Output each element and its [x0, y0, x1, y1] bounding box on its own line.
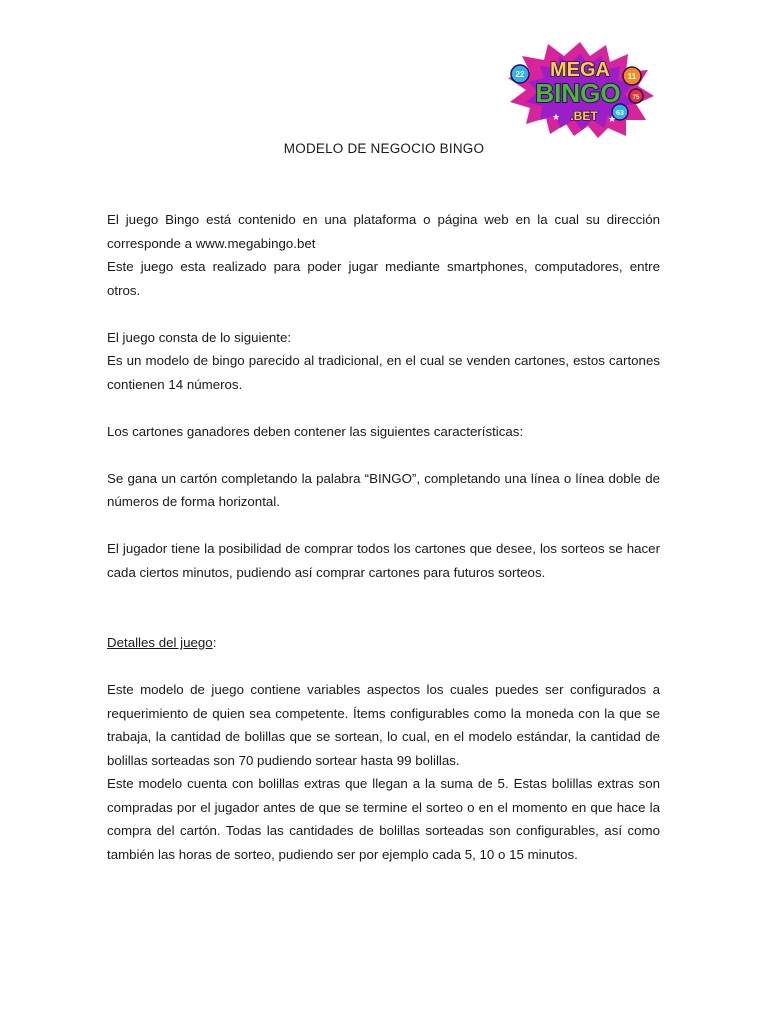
paragraph-extra-balls: Este modelo cuenta con bolillas extras que llegan a la suma de 5. Estas bolillas extras son compradas por el jugador antes de que se termine el sorteo o en el momento en que hace la compra del cartón. Todas las cantidades de bolillas sorteadas son configurables, así como también las horas de sorteo, pudiendo ser por ejemplo cada 5, 10 o 15 minutos.: [107, 776, 660, 862]
logo-graphic: [504, 40, 656, 138]
ball-63-label: 63: [616, 110, 624, 117]
logo-word-mega: MEGA: [550, 59, 610, 81]
logo-word-bet: .BET: [570, 109, 598, 123]
ball-11-label: 11: [627, 72, 637, 81]
logo-word-bingo: BINGO: [535, 78, 621, 108]
paragraph-winning-cards: Los cartones ganadores deben contener las siguientes características:: [107, 423, 524, 439]
paragraph-consists-intro: El juego consta de lo siguiente:: [107, 329, 292, 345]
star-icon: ★: [552, 112, 561, 122]
section-heading-text: Detalles del juego: [107, 635, 213, 650]
paragraph-devices: Este juego esta realizado para poder jugar mediante smartphones, computadores, entre otros.: [107, 259, 660, 298]
paragraph-buy-cards: El jugador tiene la posibilidad de comprar todos los cartones que desee, los sorteos se hacer cada ciertos minutos, pudiendo así comprar cartones para futuros sorteos.: [107, 541, 660, 580]
section-heading: [107, 631, 660, 655]
ball-22-label: 22: [515, 70, 525, 79]
document-body: [107, 208, 660, 866]
section-heading-colon: :: [212, 635, 217, 650]
paragraph-configurable: Este modelo de juego contiene variables aspectos los cuales puedes ser configurados a requerimiento de quien sea competente. Ítems configurables como la moneda con la que se trabaja, la cantidad de bolillas que se sortean, lo cual, en el modelo estándar, la cantidad de bolillas sorteadas son 70 pudiendo sortear hasta 99 bolillas.: [107, 682, 660, 768]
page-title: MODELO DE NEGOCIO BINGO: [283, 141, 485, 156]
star-icon: ★: [608, 114, 617, 124]
paragraph-platform: El juego Bingo está contenido en una plataforma o página web en la cual su dirección corresponde a www.megabingo.bet: [107, 212, 660, 251]
ball-75-label: 75: [632, 95, 640, 101]
megabingo-logo: [504, 40, 656, 138]
paragraph-win-conditions: Se gana un cartón completando la palabra “BINGO”, completando una línea o línea doble de números de forma horizontal.: [107, 470, 660, 509]
paragraph-model-description: Es un modelo de bingo parecido al tradicional, en el cual se venden cartones, estos cartones contienen 14 números.: [107, 353, 660, 392]
